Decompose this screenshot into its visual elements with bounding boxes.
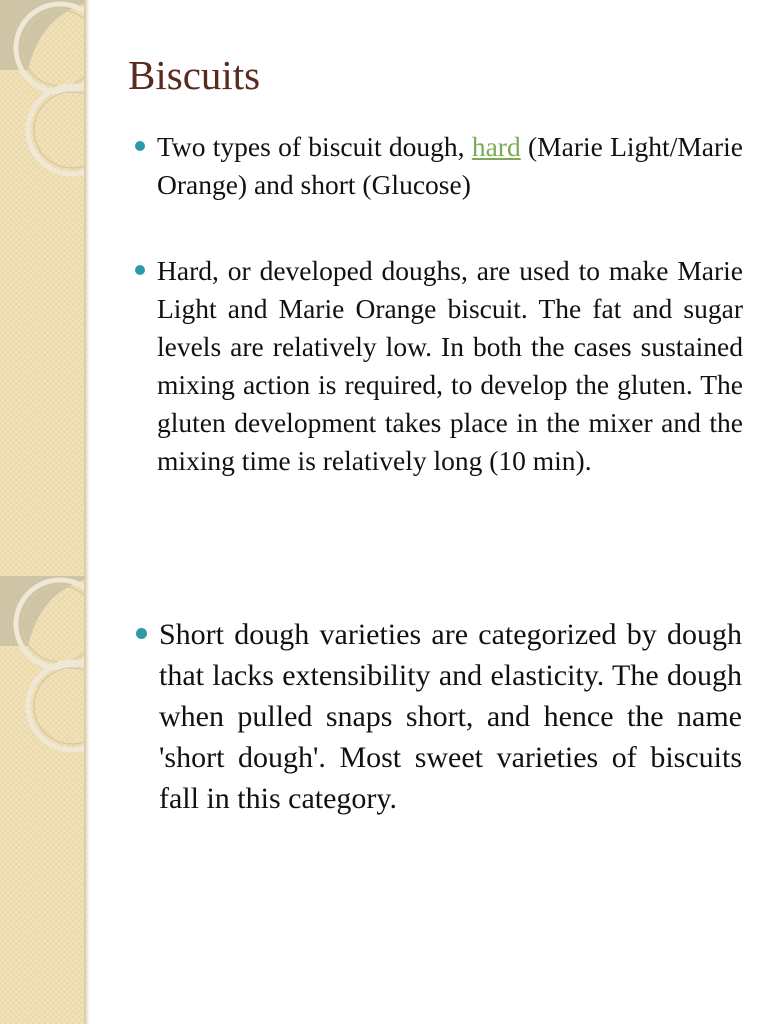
- bullet-item-short-dough: [159, 614, 742, 819]
- ring-ornament-top: [0, 0, 84, 200]
- bullet-text: Short dough varieties are categorized by dough that lacks extensibility and elasticity. The dough when pulled snaps short, and hence the name 'short dough'. Most sweet varieties of biscuits fall in this category.: [159, 618, 742, 815]
- bullet-dot-icon: [135, 265, 145, 275]
- bullet-dot-icon: [136, 628, 147, 639]
- bullet-dot-icon: [135, 141, 145, 151]
- bullet-text: Hard, or developed doughs, are used to make Marie Light and Marie Orange biscuit. The fat and sugar levels are relatively low. In both the cases sustained mixing action is required, to develop the gluten. The gluten development takes place in the mixer and the mixing time is relatively long (10 min).: [157, 255, 743, 476]
- bullet-text-after-link: (Marie Light/Marie Orange) and short (Glucose): [157, 131, 743, 200]
- bullet-item-hard-dough: [157, 252, 743, 480]
- bullet-text-before-link: Two types of biscuit dough,: [157, 131, 472, 162]
- slide-title: Biscuits: [128, 52, 261, 98]
- band-shadow: [86, 0, 90, 1024]
- ring-ornament-middle: [0, 576, 84, 776]
- bullet-item-dough-types: [157, 128, 743, 204]
- decorative-side-band: [0, 0, 84, 1024]
- hard-dough-link[interactable]: hard: [471, 131, 521, 162]
